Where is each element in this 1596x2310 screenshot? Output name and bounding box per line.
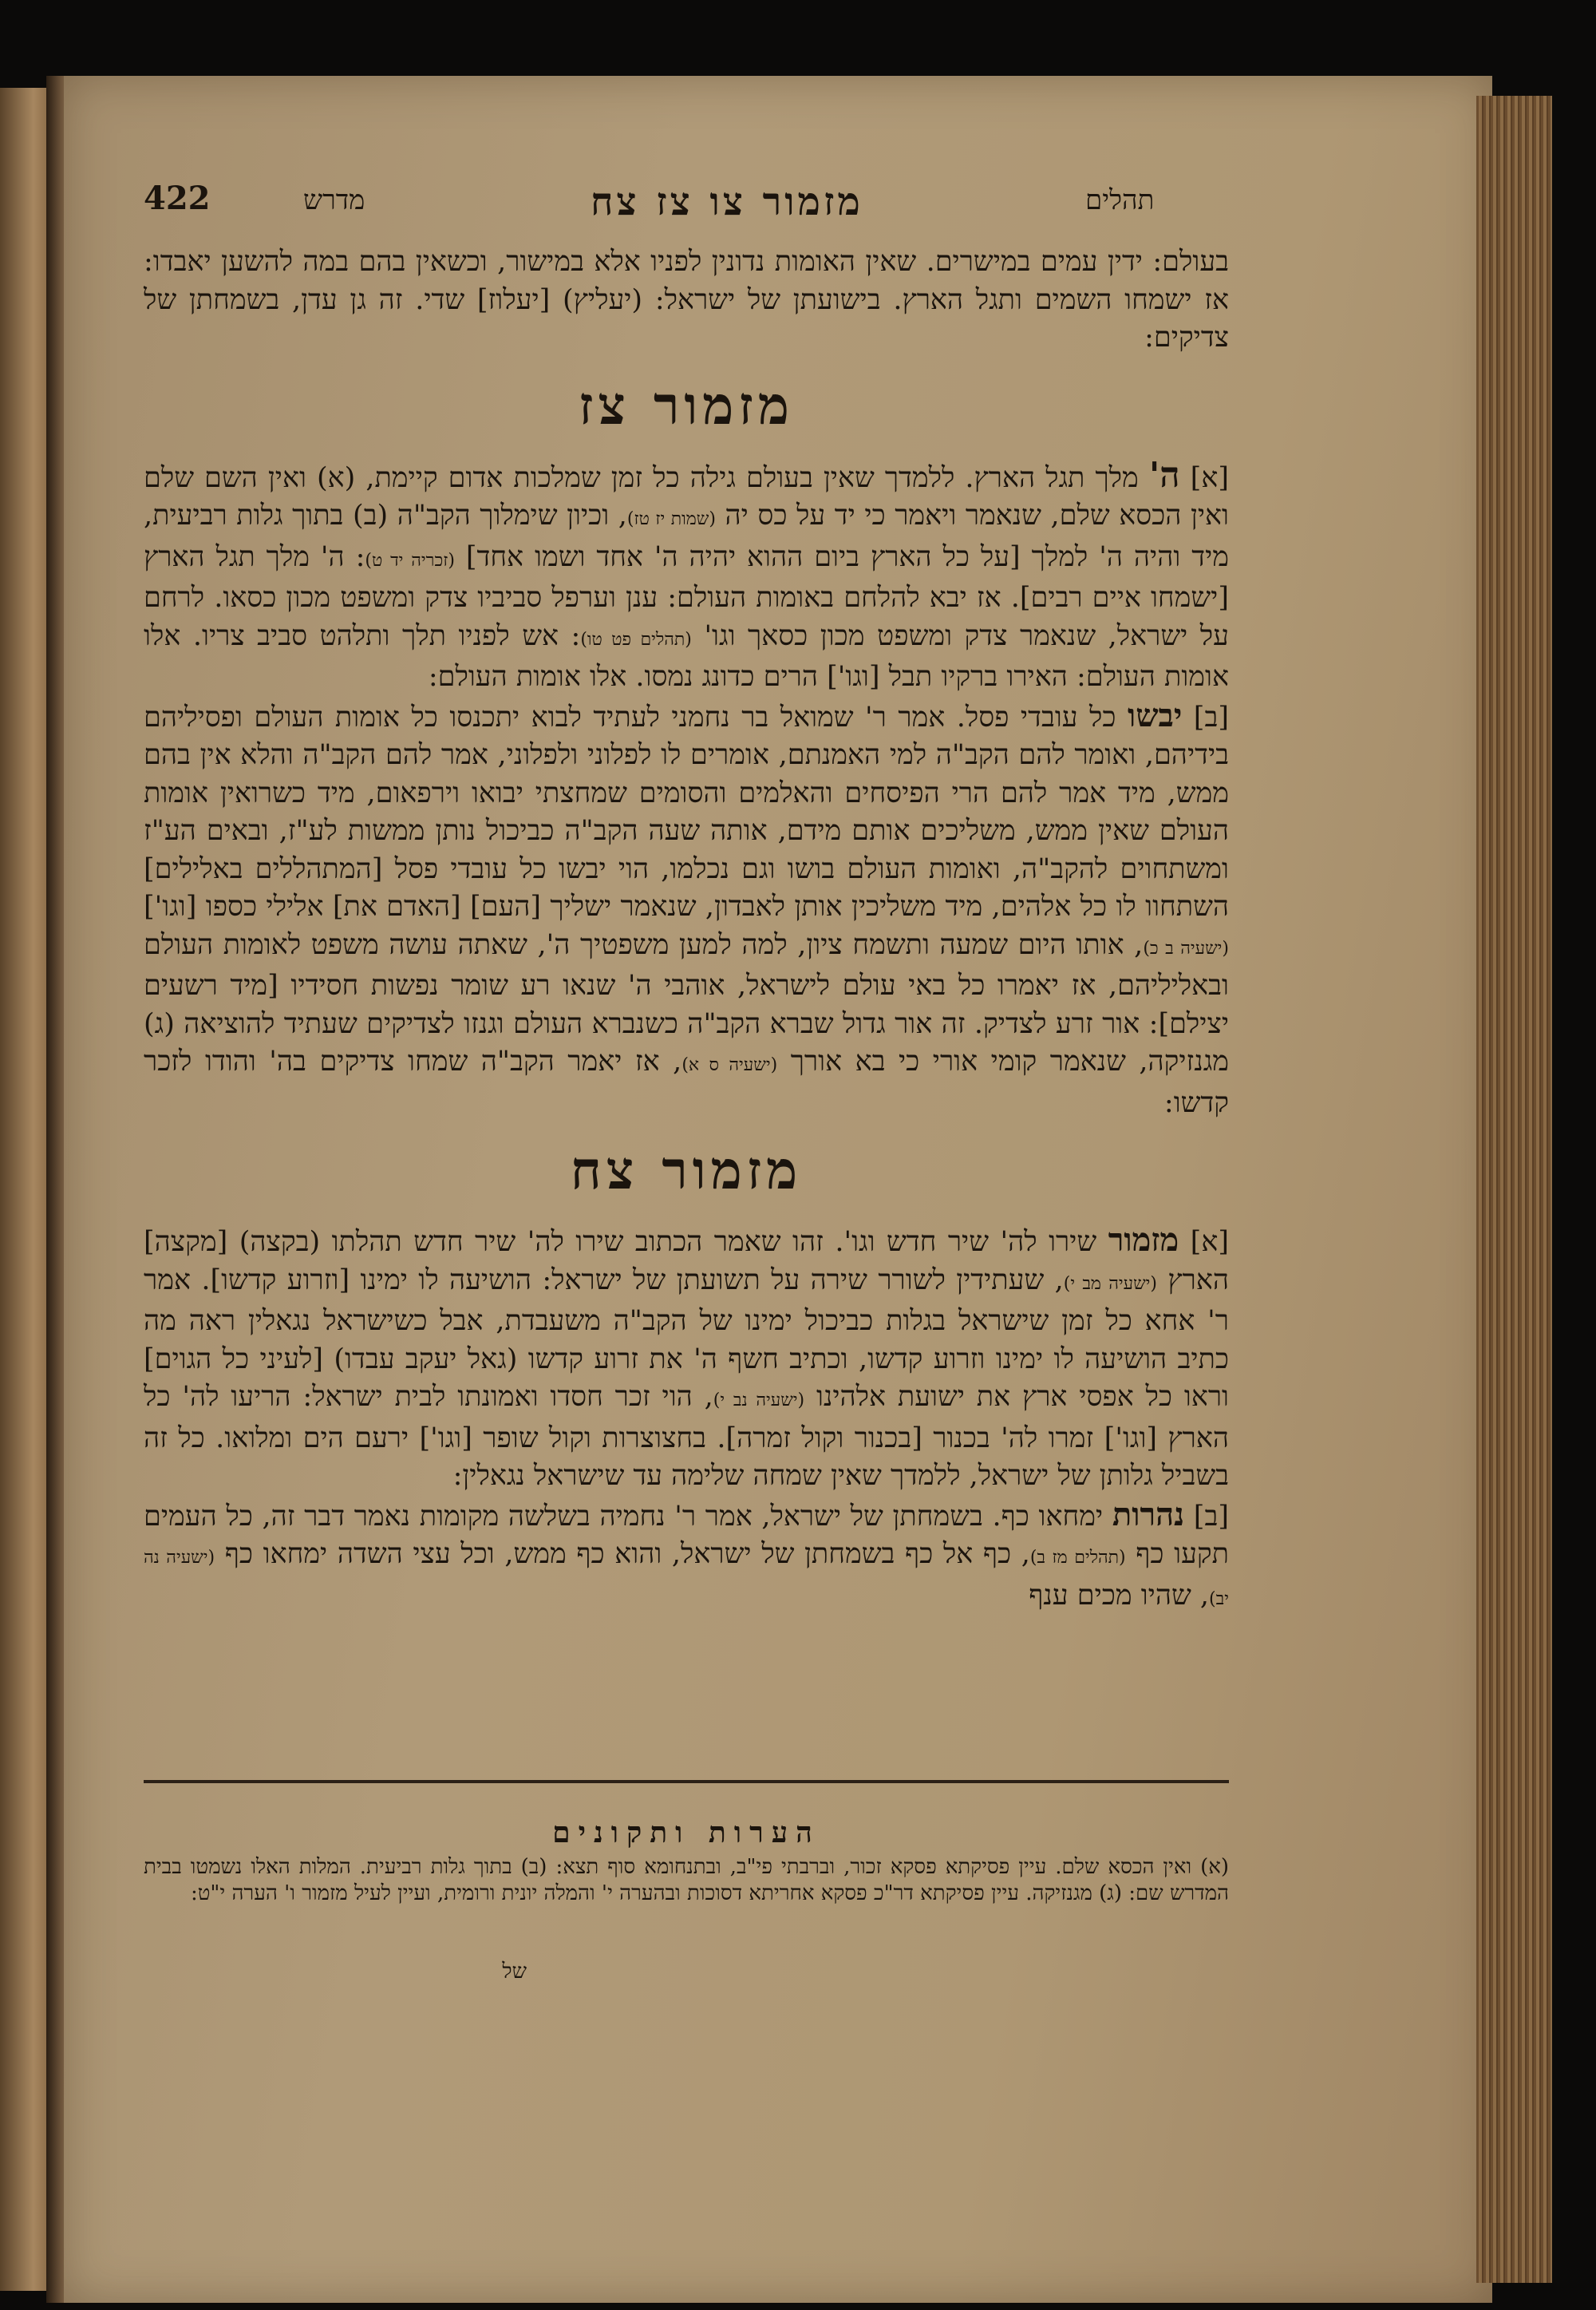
running-header xyxy=(144,180,1229,227)
verse-reference: (שמות יז טז) xyxy=(626,509,716,529)
section-lemma: נהרות xyxy=(1112,1495,1185,1533)
section-text: , שהיו מכים ענף xyxy=(1029,1579,1210,1612)
verse-reference: (תהלים פט טו) xyxy=(580,629,692,650)
section-text: , שעתידין לשורר שירה על תשועתן של ישראל: הושיעה לו ימינו [וזרוע קדשו]. אמר ר' אחא כל זמן שישראל בגלות כביכול ימינו של הקב"ה משעבדת, אבל כשישראל נגאלין ראה מה כתיב הושיעה לו ימינו וזרוע קדשו, וכתיב חשף ה' את זרוע קדשו (גאל יעקב עבדו) [לעיני כל הגוים] וראו כל אפסי ארץ את ישועת אלהינו xyxy=(144,1264,1229,1413)
verse-reference: (ישעיה נב י) xyxy=(713,1390,805,1410)
psalm-98-section-a xyxy=(144,1221,1229,1496)
verse-reference: (ישעיה ב כ) xyxy=(1143,938,1230,959)
section-label: [א] xyxy=(1190,1226,1229,1258)
verse-reference: (זכריה יד ט) xyxy=(365,550,455,571)
psalm-97-section-b xyxy=(144,697,1229,1123)
psalm-97-title: מזמור צז xyxy=(579,374,794,437)
header-title: מזמור צו צז צח xyxy=(591,180,863,224)
footnote-divider xyxy=(144,1780,1229,1783)
section-text: : ה' מלך תגל הארץ [ישמחו איים רבים]. אז יבא להלחם באומות העולם: ענן וערפל סביביו צדק ומשפט מכון כסאו. לרחם על ישראל, שנאמר צדק ומשפט מכון כסאך וגו' xyxy=(144,540,1229,652)
section-text: , כף אל כף בשמחתן של ישראל, והוא כף ממש, וכל עצי השדה ימחאו כף xyxy=(224,1538,1030,1570)
section-text: כל עובדי פסל. אמר ר' שמואל בר נחמני לעתיד לבוא יתכנסו כל אומות העולם ופסיליהם בידיהם, ואומר להם הקב"ה למי האמנתם, אומרים לו לפלוני ולפלוני, אמר להם הקב"ה והלא אין בהם ממש, מיד אמר להם הרי הפיסחים והאלמים והסומים שמחצתי יבואו וירפאום, מיד כשרואין אומות העולם שאין ממש, משליכים אותם מידם, אותה שעה הקב"ה כביכול נותן ממשות לע"ז, ובאים הע"ז ומשתחוים להקב"ה, ואומות העולם בושו וגם נכלמו, הוי יבשו כל עובדי פסל [המתהללים באלילים] השתחוו לו כל אלהים, מיד משליכין אותן לאבדון, שנאמר ישליך [העם] [האדם את] אלילי כספו [וגו'] xyxy=(144,701,1229,923)
section-text: , אותו היום שמעה ותשמח ציון, למה למען משפטיך ה', שאתה עושה משפט לאומות העולם ובאליליהם, אז יאמרו כל באי עולם לישראל, אוהבי ה' שנאו רע שומר נפשות חסידיו [מיד רשעים יצילם]: אור זרע לצדיק. זה אור גדול שברא הקב"ה כשנברא העולם וגנזו לצדיקים שעתיד להוציאה (ג) מגנזיקה, שנאמר קומי אורי כי בא אורך xyxy=(144,928,1229,1078)
section-lemma: מזמור xyxy=(1108,1221,1179,1259)
psalm-97-section-a xyxy=(144,454,1230,697)
psalm-98-title: מזמור צח xyxy=(570,1139,803,1201)
verse-reference: (תהלים מז ב) xyxy=(1029,1548,1126,1568)
section-text: מלך תגל הארץ. ללמדך שאין בעולם גילה כל זמן שמלכות אדום קיימת, (א) ואין השם שלם ואין הכסא שלם, שנאמר ויאמר כי יד על כס יה xyxy=(144,461,1230,532)
intro-paragraph: בעולם: ידין עמים במישרים. שאין האומות נדונין לפניו אלא במישור, וכשאין בהם במה להשען יאבדו: אז ישמחו השמים ותגל הארץ. בישועתן של ישראל: (יעליץ) [יעלוז] שדי. זה גן עדן, בשמחתן של צדיקים: xyxy=(144,246,1229,354)
page-edges xyxy=(1476,96,1552,2283)
section-text: ימחאו כף. בשמחתן של ישראל, אמר ר' נחמיה בשלשה מקומות נאמר דבר זה, כל העמים תקעו כף xyxy=(144,1500,1229,1570)
section-label: [ב] xyxy=(1193,1500,1229,1533)
catchword: של xyxy=(502,1960,527,1984)
verse-reference: (ישעיה מב י) xyxy=(1063,1273,1158,1294)
page-number: 422 xyxy=(144,180,211,217)
header-book: תהלים xyxy=(1085,184,1155,216)
section-text: , וכיון שימלוך הקב"ה (ב) בתוך גלות רביעית, מיד והיה ה' למלך [על כל הארץ ביום ההוא יהיה ה' אחד ושמו אחד] xyxy=(144,500,1229,573)
section-lemma: ה' xyxy=(1148,454,1180,496)
section-text: , הוי זכר חסדו ואמונתו לבית ישראל: הריעו לה' כל הארץ [וגו'] זמרו לה' בכנור [בכנור וקול זמרה]. בחצוצרות וקול שופר [וגו'] ירעם הים ומלואו. כל זה בשביל גלותן של ישראל, ללמדך שאין שמחה שלימה עד שישראל נגאלין: xyxy=(144,1381,1229,1492)
notes-section xyxy=(144,1816,1229,1907)
notes-title: הערות ותקונים xyxy=(552,1816,820,1849)
main-text xyxy=(144,243,1229,1618)
left-page-edge xyxy=(0,88,48,2291)
verse-reference: (ישעיה נה יב) xyxy=(144,1548,1229,1609)
section-text: שירו לה' שיר חדש וגו'. זהו שאמר הכתוב שירו לה' שיר חדש תהלתו (בקצה) [מקצה] הארץ xyxy=(144,1226,1229,1296)
section-lemma: יבשו xyxy=(1128,696,1183,734)
section-label: [ב] xyxy=(1193,701,1229,734)
psalm-98-section-b xyxy=(144,1496,1229,1619)
header-midrash: מדרש xyxy=(303,184,365,216)
section-text: : אש לפניו תלך ותלהט סביב צריו. אלו אומות העולם: האירו ברקיו תבל [וגו'] הרים כדונג נמסו. אלו אומות העולם: xyxy=(144,619,1229,693)
verse-reference: (ישעיה ס א) xyxy=(681,1055,778,1075)
section-label: [א] xyxy=(1190,461,1229,494)
section-text: , אז יאמר הקב"ה שמחו צדיקים בה' והודו לזכר קדשו: xyxy=(144,1046,1229,1119)
notes-text: (א) ואין הכסא שלם. עיין פסיקתא פסקא זכור, וברבתי פי"ב, ובתנחומא סוף תצא: (ב) בתוך גלות רביעית. המלות האלו נשמטו בבית המדרש שם: (ג) מגנזיקה. עיין פסיקתא דר"כ פסקא אחריתא דסוכות ובהערה י' והמלה יונית ורומית, ועיין לעיל מזמור ו' הערה י"ט: xyxy=(144,1855,1229,1905)
